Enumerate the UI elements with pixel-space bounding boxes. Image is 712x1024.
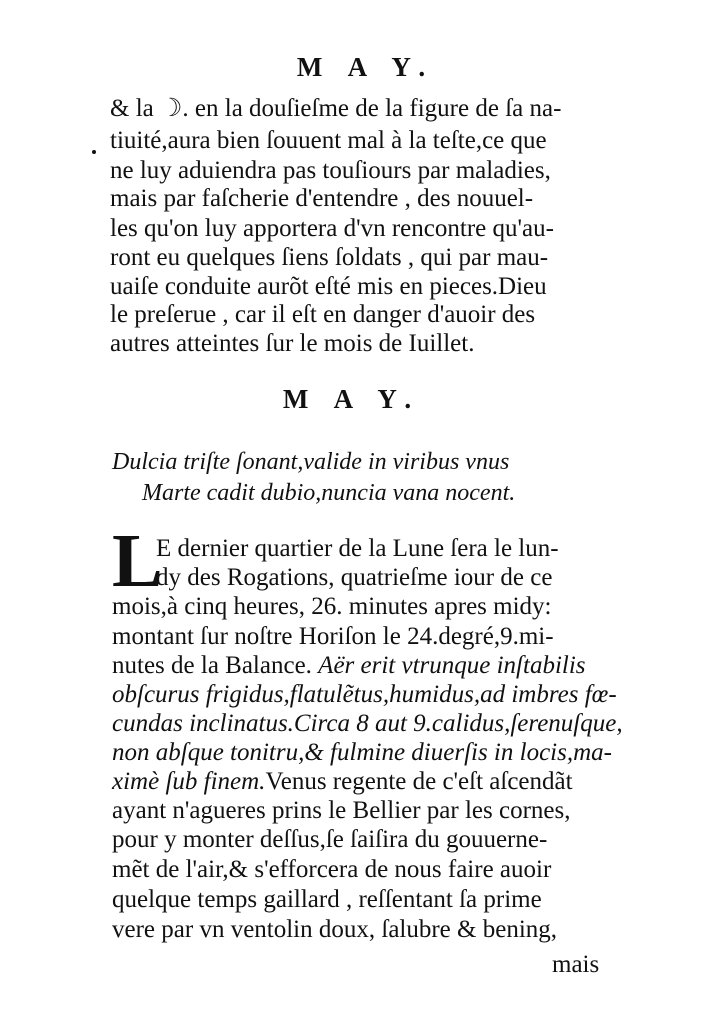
text-roman: quelque temps gaillard , reſſentant ſa prime (112, 886, 542, 913)
drop-cap: L (112, 519, 163, 603)
text-line: ront eu quelques ſiens ſoldats , qui par mau- (110, 244, 549, 271)
verse-line: Dulcia triſte ſonant,valide in viribus vnus (112, 449, 510, 475)
text-line: mais par faſcherie d'entendre , des nouuel- (110, 185, 534, 212)
text-line (112, 767, 573, 797)
section-heading: M A Y. (282, 384, 422, 414)
text-line (112, 825, 547, 855)
text-roman: mois,à cinq heures, 26. minutes apres midy: (112, 593, 552, 620)
text-roman: Venus regente de c'eſt aſcendãt (265, 768, 573, 795)
text-italic: ximè ſub finem. (112, 768, 266, 795)
text-roman: ayant n'agueres prins le Bellier par les cornes, (112, 797, 571, 824)
text-line (112, 622, 554, 652)
text-italic: obſcurus frigidus,flatulẽtus,humidus,ad imbres fœ- (112, 681, 617, 708)
text-line: autres atteintes ſur le mois de Iuillet. (110, 330, 475, 357)
running-heading: M A Y. (296, 52, 436, 82)
ink-dot (92, 150, 96, 154)
text-line: ne luy aduiendra pas touſiours par maladies, (110, 157, 551, 184)
text-line (112, 651, 586, 681)
text-line (112, 855, 551, 885)
catchword: mais (552, 951, 600, 978)
text-line: dy des Rogations, quatrieſme iour de ce (156, 564, 553, 591)
text-line: tiuité,aura bien ſouuent mal à la teſte,ce que (110, 127, 547, 154)
text-line: les qu'on luy apportera d'vn rencontre qu'au- (110, 215, 554, 242)
text-line (112, 592, 552, 622)
text-italic: non abſque tonitru,& fulmine diuerſis in locis,ma- (112, 739, 612, 766)
text-line (112, 680, 617, 710)
text-italic: cundas inclinatus.Circa 8 aut 9.calidus,ſerenuſque, (112, 710, 623, 737)
text-line: uaiſe conduite aurõt eſté mis en pieces.Dieu (110, 273, 547, 300)
text-roman: montant ſur noſtre Horiſon le 24.degré,9.mi- (112, 623, 554, 650)
text-line (112, 885, 542, 915)
text-roman: nutes de la Balance. (112, 652, 319, 679)
text-roman: mẽt de l'air,& s'efforcera de nous faire auoir (112, 856, 552, 883)
text-roman: pour y monter deſſus,ſe ſaiſira du gouuerne- (112, 826, 548, 853)
text-line (112, 796, 571, 826)
text-roman: vere par vn ventolin doux, ſalubre & bening, (112, 916, 558, 943)
text-line: le preſerue , car il eſt en danger d'auoir des (110, 301, 536, 328)
text-line: E dernier quartier de la Lune ſera le lun- (156, 535, 559, 562)
text-italic: Aër erit vtrunque inſtabilis (318, 652, 586, 679)
text-line (112, 738, 612, 768)
verse-line: Marte cadit dubio,nuncia vana nocent. (142, 480, 516, 506)
text-line: & la ☽. en la douſieſme de la figure de ſa na- (110, 95, 562, 122)
text-line (112, 709, 623, 739)
text-line (112, 915, 557, 945)
